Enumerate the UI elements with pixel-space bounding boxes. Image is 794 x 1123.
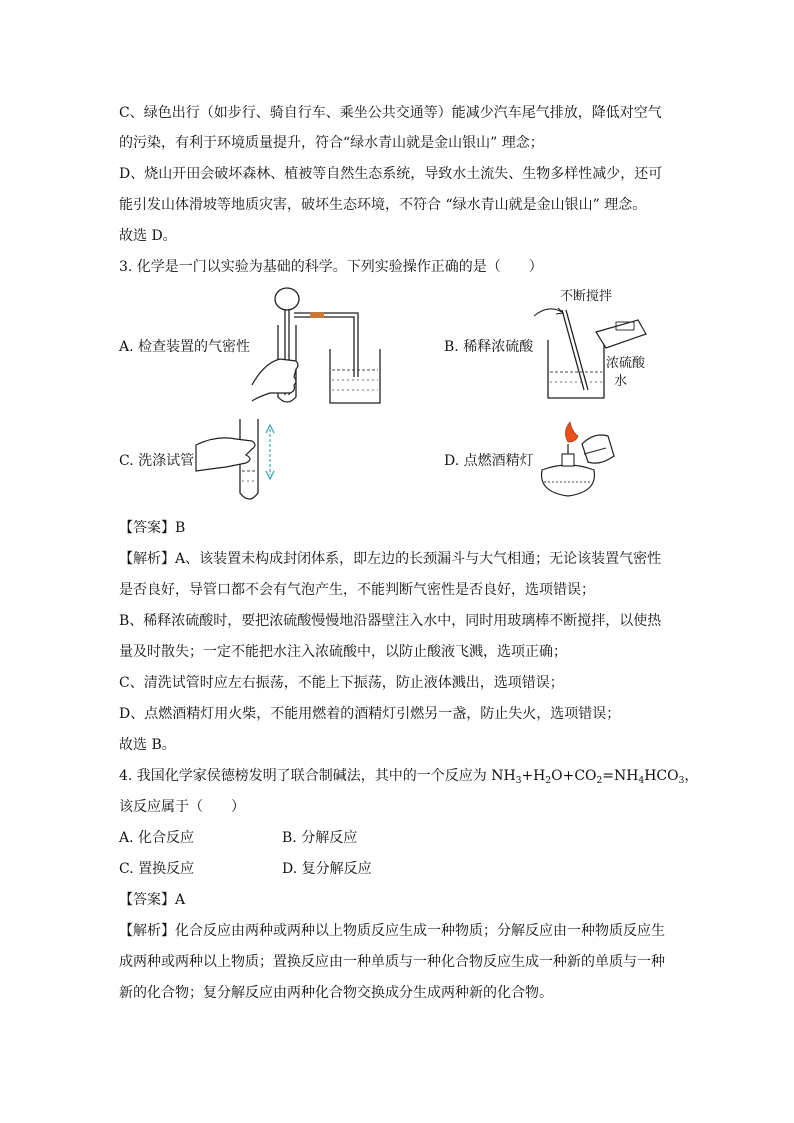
q4-option-d: D. 复分解反应 xyxy=(282,861,372,877)
q3-explanation-line4: 量及时散失；一定不能把水注入浓硫酸中，以防止酸液飞溅，选项正确； xyxy=(119,644,567,660)
q4-sub-2b: 2 xyxy=(596,776,603,786)
q3-option-a: A. 检查装置的气密性 xyxy=(119,339,251,355)
q4-eq-nh: =NH xyxy=(602,768,639,784)
q4-sub-2a: 2 xyxy=(545,776,552,786)
q4-explanation-line1: 【解析】化合反应由两种或两种以上物质反应生成一种物质；分解反应由一种物质反应生 xyxy=(119,923,665,939)
option-c-explanation-line2: 的污染，有利于环境质量提升，符合“绿水青山就是金山银山” 理念； xyxy=(119,135,544,151)
q3-explanation-line6: D、点燃酒精灯用火柴，不能用燃着的酒精灯引燃另一盏，防止失火，选项错误； xyxy=(119,706,621,722)
q4-option-b: B. 分解反应 xyxy=(282,830,358,846)
q4-hco: HCO xyxy=(644,768,679,784)
option-c-explanation-line1: C、绿色出行（如步行、骑自行车、乘坐公共交通等）能减少汽车尾气排放，降低对空气 xyxy=(119,105,662,121)
q3-option-c: C. 洗涤试管 xyxy=(119,453,195,469)
q4-answer: 【答案】A xyxy=(119,892,186,908)
wash-test-tube-figure xyxy=(196,415,286,510)
q4-sub-3: 3 xyxy=(515,776,522,786)
q4-stem-end: ， xyxy=(684,768,699,784)
q4-option-a: A. 化合反应 xyxy=(119,830,195,846)
dilute-acid-figure xyxy=(530,292,650,397)
option-d-explanation-line2: 能引发山体滑坡等地质灾害，破坏生态环境，不符合 “绿水青山就是金山银山” 理念。 xyxy=(119,197,647,213)
airtightness-apparatus-figure xyxy=(250,285,400,410)
q3-explanation-line2: 是否良好，导管口都不会有气泡产生，不能判断气密性是否良好，选项错误； xyxy=(119,582,595,598)
q4-plus-h: +H xyxy=(521,768,546,784)
q4-stem-prefix: 4. 我国化学家侯德榜发明了联合制碱法，其中的一个反应为 NH xyxy=(119,768,516,784)
q4-sub-4: 4 xyxy=(638,776,645,786)
q4-stem-line1 xyxy=(119,766,698,786)
label-concentrated-acid: 浓硫酸 xyxy=(606,356,646,371)
q3-explanation-line5: C、清洗试管时应左右振荡，不能上下振荡，防止液体溅出，选项错误； xyxy=(119,675,564,691)
q3-explanation-line1: 【解析】A、该装置未构成封闭体系，即左边的长颈漏斗与大气相通；无论该装置气密性 xyxy=(119,551,662,567)
q4-sub-3b: 3 xyxy=(678,776,685,786)
q4-option-c: C. 置换反应 xyxy=(119,861,195,877)
q3-option-d: D. 点燃酒精灯 xyxy=(444,453,534,469)
option-d-explanation-line1: D、烧山开田会破坏森林、植被等自然生态系统，导致水土流失、生物多样性减少，还可 xyxy=(119,166,663,182)
q4-stem-line2: 该反应属于（ ） xyxy=(119,799,245,815)
q3-answer: 【答案】B xyxy=(119,520,186,536)
q4-explanation-line2: 成两种或两种以上物质；置换反应由一种单质与一种化合物反应生成一种新的单质与一种 xyxy=(119,954,665,970)
label-water: 水 xyxy=(614,374,628,389)
q4-explanation-line3: 新的化合物；复分解反应由两种化合物交换成分生成两种新的化合物。 xyxy=(119,985,553,1001)
previous-choice: 故选 D。 xyxy=(119,228,177,244)
q3-explanation-line3: B、稀释浓硫酸时，要把浓硫酸慢慢地沿器壁注入水中，同时用玻璃棒不断搅拌，以使热 xyxy=(119,613,662,629)
label-continuous-stir: 不断搅拌 xyxy=(560,289,613,304)
q3-stem: 3. 化学是一门以实验为基础的科学。下列实验操作正确的是（ ） xyxy=(119,259,543,275)
q4-o-plus-co: O+CO xyxy=(551,768,597,784)
q3-choice: 故选 B。 xyxy=(119,737,176,753)
alcohol-lamp-figure xyxy=(522,418,622,503)
q3-option-b: B. 稀释浓硫酸 xyxy=(444,339,534,355)
